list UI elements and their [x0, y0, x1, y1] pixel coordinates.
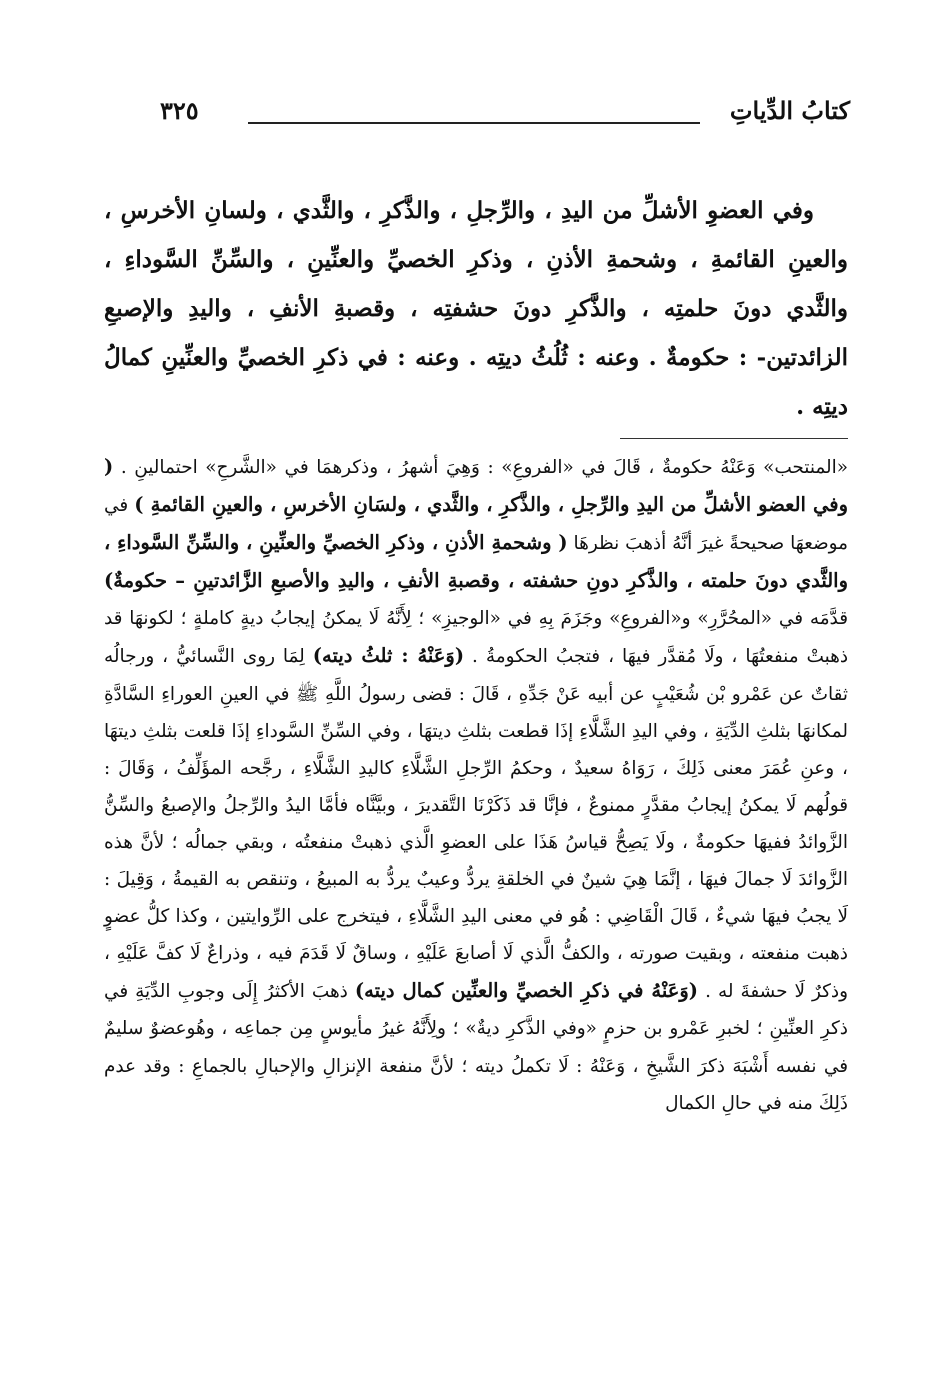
commentary-segment: في موضعهَا صحيحةً غيرَ أنَّهُ أذهبَ نظرهَا [104, 495, 849, 555]
main-text [104, 186, 848, 431]
commentary-segment: قدَّمَه في «المحُرَّرِ» و«الفروعِ» وجَزَمَ بِهِ في «الوجيزِ» ؛ لِأَنَّهُ لَا يمكنُ إيجابُ ديةٍ كاملةٍ ؛ لكونهَا قد ذهبتْ منفعتُهَا ، ولَا مُقدَّر فيهَا ، فتجبُ الحكومةُ . [104, 608, 849, 668]
commentary-paragraph [104, 448, 848, 1122]
main-text-paragraph: وفي العضوِ الأشلِّ من اليدِ ، والرِّجلِ ، والذَّكرِ ، والثَّدي ، ولسانِ الأخرسِ ، والعينِ القائمةِ ، وشحمةِ الأذنِ ، وذكرِ الخصيِّ والعنِّينِ ، والسِّنِّ السَّوداءِ ، والثَّدي دونَ حلمتِه ، والذَّكرِ دونَ حشفتِه ، وقصبةِ الأنفِ ، واليدِ والإصبعِ الزائدتين- : حكومةٌ . وعنه : ثُلُثُ ديتِه . وعنه : في ذكرِ الخصيِّ والعنِّينِ كمالُ ديتِه . [104, 197, 848, 420]
header-rule [248, 122, 700, 124]
page-number: ٣٢٥ [160, 96, 199, 125]
quoted-main-text: ( وفي العضو الأشلِّ من اليدِ والرِّجلِ ، والذَّكرِ ، والثَّدي ، ولسَانِ الأخرسِ ، والعينِ القائمةِ ) [104, 455, 849, 517]
quoted-main-text: (وَعَنْهُ في ذكرِ الخصيِّ والعنِّين كمال ديته) [354, 979, 699, 1003]
commentary-segment: «المنتحب» وَعَنْهُ حكومةٌ ، قَالَ في «الفروعِ» : وَهِيَ أشهرُ ، وذكرهمَا في «الشَّرحِ» احتمالينِ . [113, 457, 848, 478]
quoted-main-text: ( وشحمةِ الأذنِ ، وذكرِ الخصيِّ والعنِّينِ ، والسِّنِّ السَّوداءِ ، والثَّدي دونَ حلمته ، والذَّكرِ دونِ حشفته ، وقصبةِ الأنفِ ، واليدِ والأصبعِ الزَّائدتينِ – حكومةٌ) [104, 531, 848, 593]
commentary-segment: لِمَا روى النَّسائيُّ ، ورجالُه ثقاتٌ عن عَمْرو بْن شُعَيْبٍ عن أبيه عَنْ جَدِّهِ ، قَالَ : قضى رسولُ اللَّهِ ﷺ في العينِ العوراءِ السَّادَّةِ لمكانهَا بثلثِ الدِّيَةِ ، وفي اليدِ الشَّلَّاءِ إذَا قطعت بثلثِ ديتهَا ، وفي السِّنِّ السَّوداءِ إذَا قلعت بثلثِ ديتهَا ، وعنِ عُمَرَ معنى ذَلِكَ ، رَوَاهُ سعيدٌ ، وحكمُ الرِّجلِ الشَّلَّاءِ كاليدِ الشَّلَّاءِ ، رجَّحه المؤَلِّفُ ، وَقَالَ : قولُهم لَا يمكنُ إيجابُ مقدَّرٍ ممنوعٌ ، فإنَّا قد ذَكَرْنَا التَّقديرَ ، وبيَّنَّاه فأمَّا اليدُ والرِّجلُ والإصبعُ والسِّنُّ الزَّوائدُ ففيهَا حكومةٌ ، ولَا يَصِحُّ قياسُ هَذَا على العضوِ الَّذي ذهبتْ منفعتُه ، وبقي جمالُه ؛ لأنَّ هذه الزَّوائدَ لَا جمالَ فيهَا ، إنَّمَا هِيَ شينٌ في الخلقةِ يردُّ وعيبٌ يردُّ به المبيعُ ، وتنقص به القيمةُ ، وَقِيلَ : لَا يجبُ فيهَا شيءٌ ، قَالَ الْقَاضِي : هُو في معنى اليدِ الشَّلَّاءِ ، فيتخرج على الرِّوايتين ، وكذا كلُّ عضوٍ ذهبت منفعته ، وبقيت صورته ، والكفُّ الَّذي لَا أصابعَ عَلَيْهِ ، وساقٌ لَا قَدَمَ فيه ، وذراعٌ لَا كفَّ عَلَيْهِ ، وذكرٌ لَا حشفةَ له . [104, 646, 849, 1003]
commentary-segment: ذهبَ الأكثرُ إِلَى وجوبِ الدِّيَةِ في ذكرِ العنِّينِ ؛ لخبرِ عَمْرو بن حزمٍ «وفي الذَّكرِ ديةٌ» ؛ ولِأَنَّهُ غيرُ مأيوسٍ مِن جماعِه ، وهُوعضوٌ سليمٌ في نفسه أَشْبَهَ ذكرَ الشَّيخِ ، وَعَنْهُ : لَا تكملُ ديته ؛ لأنَّ منفعة الإنزالِ والإحبالِ بالجماعِ : وقد عدم ذَلِكَ منه في حالِ الكمال [104, 981, 848, 1114]
commentary-text [104, 448, 848, 1122]
running-header [160, 96, 850, 146]
chapter-title: كتابُ الدِّياتِ [729, 96, 850, 125]
footnote-divider [620, 438, 848, 439]
quoted-main-text: (وَعَنْهُ : ثلثُ ديته) [312, 644, 465, 668]
